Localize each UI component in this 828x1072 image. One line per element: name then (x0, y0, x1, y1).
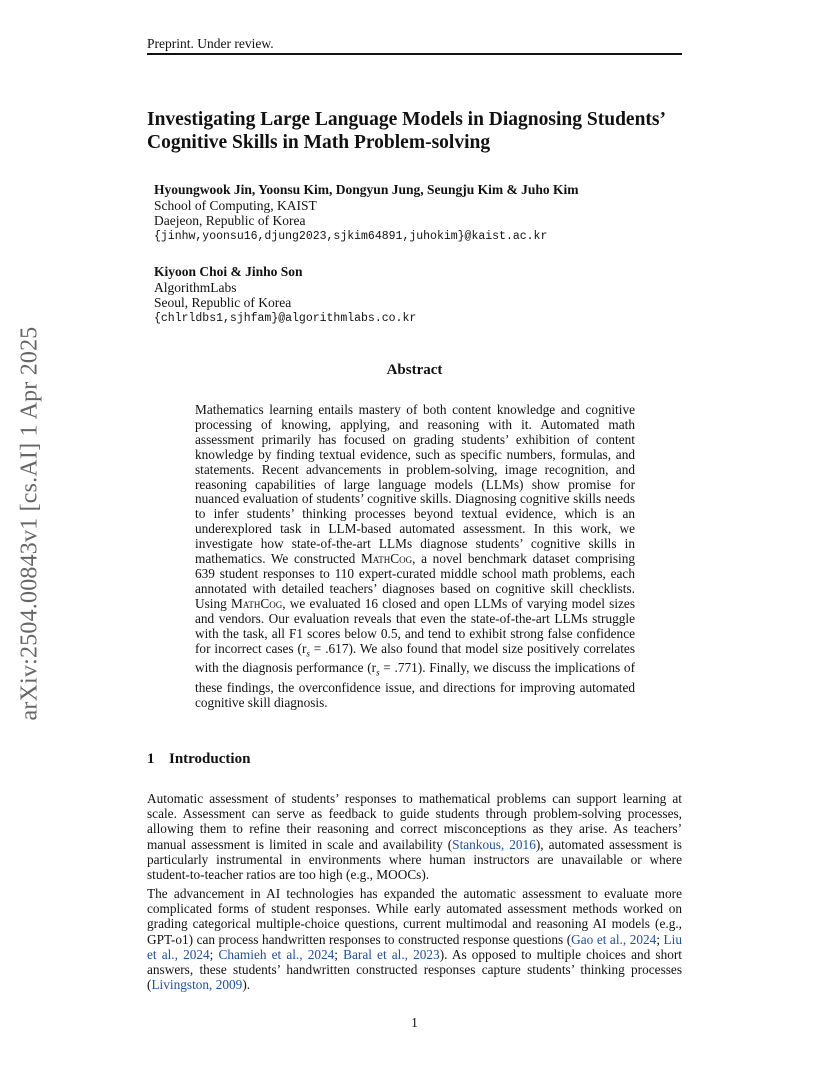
section-heading (147, 751, 250, 768)
section-title: Introduction (169, 751, 251, 767)
author-affiliation: School of Computing, KAIST (154, 197, 317, 213)
section-number: 1 (147, 751, 155, 767)
header-rule (147, 53, 682, 55)
subscript: s (376, 667, 380, 678)
author-location: Daejeon, Republic of Korea (154, 213, 306, 228)
author-email[interactable]: {jinhw,yoonsu16,djung2023,sjkim64891,juhokim}@kaist.ac.kr (154, 229, 548, 243)
abstract-text (195, 403, 635, 710)
author-names: Hyoungwook Jin, Yoonsu Kim, Dongyun Jung, Seungju Kim & Juho Kim (154, 182, 579, 197)
running-header: Preprint. Under review. (147, 36, 274, 51)
citation-link[interactable]: Stankous, 2016 (452, 836, 536, 852)
intro-paragraph-1 (147, 791, 682, 882)
author-affiliation: AlgorithmLabs (154, 279, 237, 295)
subscript: s (306, 648, 310, 659)
author-email[interactable]: {chlrldbs1,sjhfam}@algorithmlabs.co.kr (154, 311, 417, 325)
author-block-2 (154, 264, 416, 326)
abstract-text-part: , we evaluated 16 closed and open LLMs of varying model sizes and vendors. Our evaluation reveals that even the state-of-the-art LLMs struggle with the task, all F1 scores below 0.5, and tend to exhibit strong false confidence for incorrect cases (r (195, 595, 635, 656)
abstract-text-part: = .771). Finally, we discuss the implications of these findings, the overconfidence issue, and directions for improving automated cognitive skill diagnosis. (195, 660, 636, 710)
citation-link[interactable]: Gao et al., 2024 (571, 931, 657, 947)
paragraph-text: Automatic assessment of students’ responses to mathematical problems can support learning at scale. Assessment can serve as feedback to guide students through problem-solving processes, allowing them to refine their reasoning and correct misconceptions as they arise. As teachers’ manual assessment is limited in scale and availability ( (147, 791, 682, 852)
paper-title: Investigating Large Language Models in Diagnosing Students’ Cognitive Skills in Math Problem-solving (147, 109, 665, 153)
paragraph-text: ), automated assessment is particularly instrumental in environments where human instructors are unavailable or where student-to-teacher ratios are too high (e.g., MOOCs). (147, 836, 682, 883)
paragraph-text: ). (242, 977, 251, 993)
citation-separator: ; (656, 931, 664, 947)
arxiv-stamp: arXiv:2504.00843v1 [cs.AI] 1 Apr 2025 (16, 326, 43, 721)
citation-link[interactable]: Baral et al., 2023 (343, 946, 440, 962)
citation-separator: ; (334, 946, 344, 962)
paragraph-text: The advancement in AI technologies has expanded the automatic assessment to evaluate more complicated forms of student responses. While early automated assessment methods worked on grading categorical multiple-choice questions, current multimodal and reasoning AI models (e.g., GPT-o1) can process handwritten responses to constructed response questions ( (147, 886, 682, 947)
citation-separator: ; (209, 946, 219, 962)
author-location: Seoul, Republic of Korea (154, 295, 292, 310)
citation-link[interactable]: Chamieh et al., 2024 (218, 946, 335, 962)
dataset-name: MathCog (231, 595, 283, 611)
abstract-text-part: = .617). We also found that model size positively correlates with the diagnosis performance (r (195, 640, 635, 676)
paragraph-text: ). As opposed to multiple choices and short answers, these students’ handwritten constructed responses capture students’ thinking processes ( (147, 946, 682, 993)
abstract-text-part: , a novel benchmark dataset comprising 639 student responses to 110 expert-curated middle school math problems, each annotated with detailed teachers’ diagnoses based on cognitive skill checklists. Using (195, 551, 635, 611)
intro-paragraph-2 (147, 886, 682, 992)
abstract-text-part: Mathematics learning entails mastery of both content knowledge and cognitive processing of knowing, applying, and reasoning with it. Automated math assessment primarily has focused on grading students’ exhibition of content knowledge by finding textual evidence, such as specific numbers, formulas, and statements. Recent advancements in problem-solving, image recognition, and reasoning capabilities of large language models (LLMs) show promise for nuanced evaluation of students’ cognitive skills. Diagnosing cognitive skills needs to infer students’ thinking processes beyond textual evidence, which is an underexplored task in LLM-based automated assessment. In this work, we investigate how state-of-the-art LLMs diagnose students’ cognitive skills in mathematics. We constructed (195, 402, 635, 567)
page-number: 1 (411, 1015, 418, 1030)
author-block-1 (154, 182, 579, 244)
abstract-heading: Abstract (386, 362, 443, 378)
citation-link[interactable]: Livingston, 2009 (151, 977, 243, 993)
citation-link[interactable]: Liu et al., 2024 (147, 931, 682, 962)
author-names: Kiyoon Choi & Jinho Son (154, 264, 303, 279)
dataset-name: MathCog (360, 551, 413, 567)
